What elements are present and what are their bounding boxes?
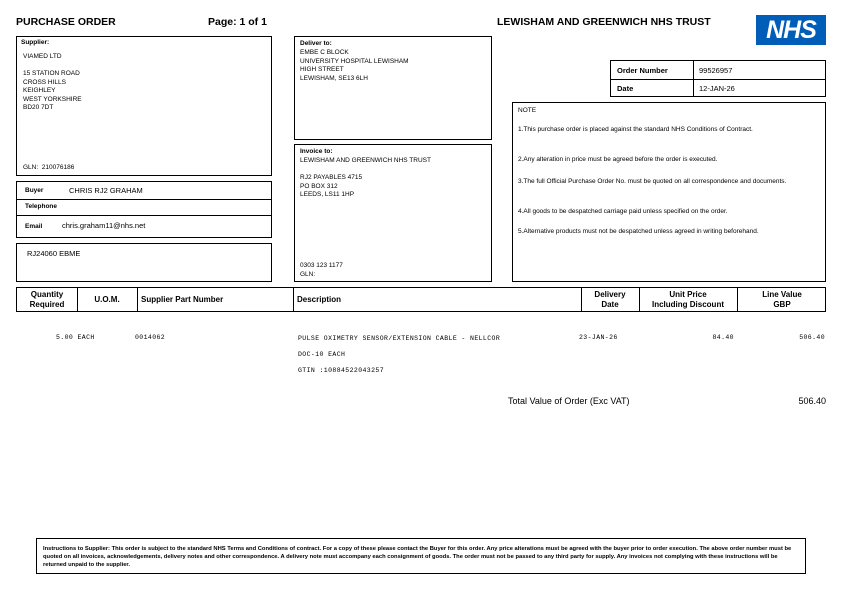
invoice-phone: 0303 123 1177 [300, 262, 343, 269]
order-number-label: Order Number [617, 66, 668, 75]
col-uom: U.O.M. [94, 295, 120, 304]
row-description-line: PULSE OXIMETRY SENSOR/EXTENSION CABLE - NELLCOR [298, 335, 501, 342]
note-item: 5.Alternative products must not be despatched unless agreed in writing beforehand. [518, 228, 759, 235]
note-item: 2.Any alteration in price must be agreed before the order is executed. [518, 156, 718, 163]
order-date-value: 12-JAN-26 [699, 84, 735, 93]
note-box [512, 102, 826, 282]
buyer-label: Buyer [25, 187, 44, 194]
email-value[interactable]: chris.graham11@nhs.net [62, 221, 146, 230]
invoice-line: PO BOX 312 [300, 182, 338, 190]
row-description-line: GTIN :10884522043257 [298, 367, 385, 374]
nhs-logo [756, 15, 826, 45]
deliver-line: EMBE C BLOCK [300, 49, 349, 56]
supplier-box [16, 36, 272, 176]
deliver-line: LEWISHAM, SE13 6LH [300, 74, 368, 82]
order-number-value: 99526957 [699, 66, 733, 75]
trust-name: LEWISHAM AND GREENWICH NHS TRUST [497, 16, 711, 28]
footer-instructions-box [36, 538, 806, 574]
deliver-to-label: Deliver to: [300, 40, 332, 47]
telephone-label: Telephone [25, 203, 58, 210]
row-line-value: 506.40 [799, 334, 825, 341]
nhs-logo-text: NHS [766, 16, 816, 44]
supplier-label: Supplier: [21, 39, 50, 46]
footer-instructions: Instructions to Supplier: This order is subject to the standard NHS Terms and Conditions of contract. For a copy of these please contact the Buyer for this order. Any price alterations must be agreed with the buyer prior to order execution. The above order number must be quoted on all invoices, acknowledgements, delivery notes and other correspondence. A delivery note must accompany each consignment of goods. The order must not be passed to any third party for supply. Any invoices not complying with these instructions will be returned unpaid to the supplier. [43, 546, 792, 568]
col-quantity: Quantity Required [29, 290, 65, 309]
invoice-contact [300, 262, 343, 279]
total-label: Total Value of Order (Exc VAT) [508, 396, 630, 406]
invoice-line: RJ2 PAYABLES 4715 [300, 174, 363, 181]
note-title: NOTE [518, 107, 537, 114]
supplier-line: KEIGHLEY [23, 87, 56, 94]
email-label: Email [25, 223, 43, 230]
total-value: 506.40 [798, 396, 826, 406]
reference-code: RJ24060 EBME [27, 249, 81, 258]
row-qty-uom: 5.00 EACH [56, 334, 95, 341]
invoice-line [300, 166, 431, 175]
col-description: Description [297, 295, 342, 304]
invoice-gln-label: GLN: [300, 270, 316, 278]
document-title: PURCHASE ORDER [16, 16, 116, 28]
invoice-to-address [300, 157, 431, 200]
table-row [0, 334, 842, 379]
deliver-line: HIGH STREET [300, 66, 344, 73]
supplier-line: 15 STATION ROAD [23, 70, 80, 77]
invoice-to-label: Invoice to: [300, 148, 333, 155]
supplier-address [23, 53, 82, 113]
supplier-gln [23, 164, 74, 173]
buyer-box [16, 181, 272, 238]
supplier-gln-label: GLN: [23, 164, 39, 171]
col-delivery-date: Delivery Date [594, 290, 626, 309]
table-header [16, 287, 826, 312]
deliver-to-address [300, 49, 409, 83]
note-item: 1.This purchase order is placed against the standard NHS Conditions of Contract. [518, 126, 753, 133]
supplier-line: VIAMED LTD [23, 53, 62, 60]
invoice-to-box [294, 144, 492, 282]
row-delivery-date: 23-JAN-26 [579, 334, 618, 341]
note-item: 3.The full Official Purchase Order No. must be quoted on all correspondence and documents. [518, 178, 787, 185]
deliver-to-box [294, 36, 492, 140]
col-part-number: Supplier Part Number [141, 295, 224, 304]
supplier-line: WEST YORKSHIRE [23, 95, 82, 103]
col-line-value: Line Value GBP [762, 290, 802, 309]
row-unit-price: 84.40 [712, 334, 734, 341]
supplier-line: CROSS HILLS [23, 78, 66, 86]
order-date-label: Date [617, 84, 634, 93]
row-part-number: 0014062 [135, 334, 166, 341]
page-number: Page: 1 of 1 [208, 16, 267, 28]
supplier-line: BD20 7DT [23, 104, 54, 111]
col-unit-price: Unit Price Including Discount [652, 290, 724, 309]
buyer-name: CHRIS RJ2 GRAHAM [69, 186, 143, 195]
row-description-line: DOC-10 EACH [298, 351, 346, 358]
deliver-line: UNIVERSITY HOSPITAL LEWISHAM [300, 57, 409, 65]
reference-box [16, 243, 272, 282]
supplier-gln-value: 210076186 [41, 164, 75, 171]
note-item: 4.All goods to be despatched carriage paid unless specified on the order. [518, 208, 728, 215]
invoice-line: LEWISHAM AND GREENWICH NHS TRUST [300, 157, 431, 164]
invoice-line: LEEDS, LS11 1HP [300, 191, 355, 198]
order-info-box [610, 60, 826, 97]
supplier-line [23, 62, 82, 71]
